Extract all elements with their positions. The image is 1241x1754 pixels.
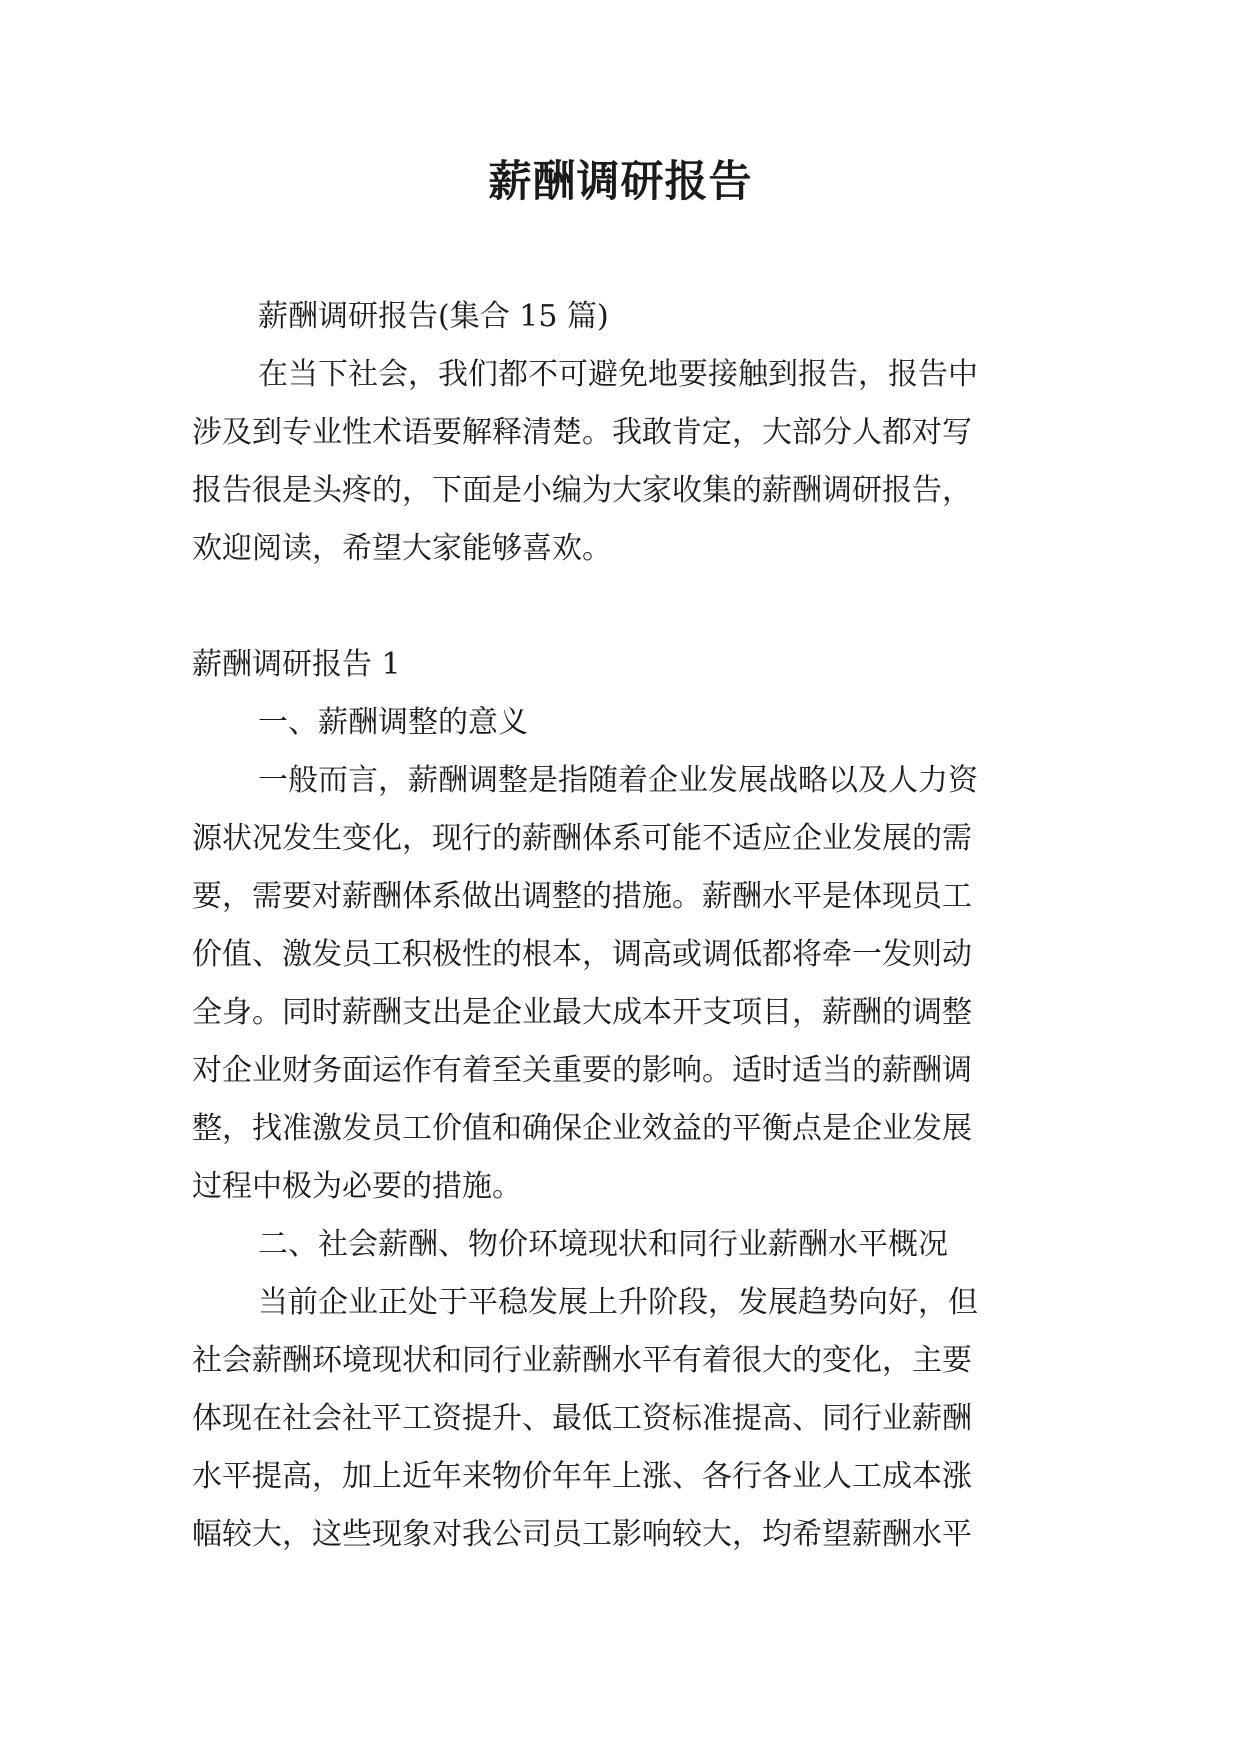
heading-2: 二、社会薪酬、物价环境现状和同行业薪酬水平概况 — [258, 1227, 948, 1262]
heading-1: 一、薪酬调整的意义 — [258, 705, 528, 740]
paragraph-line: 整，找准激发员工价值和确保企业效益的平衡点是企业发展 — [192, 1111, 972, 1146]
document-subtitle: 薪酬调研报告(集合 15 篇) — [258, 299, 609, 334]
paragraph-line: 全身。同时薪酬支出是企业最大成本开支项目，薪酬的调整 — [192, 995, 972, 1030]
section-title: 薪酬调研报告 1 — [192, 647, 401, 682]
paragraph-line: 对企业财务面运作有着至关重要的影响。适时适当的薪酬调 — [192, 1053, 972, 1088]
paragraph-line: 一般而言，薪酬调整是指随着企业发展战略以及人力资 — [258, 763, 978, 798]
paragraph-line: 社会薪酬环境现状和同行业薪酬水平有着很大的变化，主要 — [192, 1343, 972, 1378]
paragraph-line: 体现在社会社平工资提升、最低工资标准提高、同行业薪酬 — [192, 1401, 972, 1436]
document-body — [192, 288, 1052, 1564]
paragraph-line: 源状况发生变化，现行的薪酬体系可能不适应企业发展的需 — [192, 821, 972, 856]
paragraph-line: 价值、激发员工积极性的根本，调高或调低都将牵一发则动 — [192, 937, 972, 972]
paragraph-line: 幅较大，这些现象对我公司员工影响较大，均希望薪酬水平 — [192, 1517, 972, 1552]
document-title: 薪酬调研报告 — [488, 157, 753, 207]
intro-line: 欢迎阅读，希望大家能够喜欢。 — [192, 531, 612, 566]
paragraph-line: 水平提高，加上近年来物价年年上涨、各行各业人工成本涨 — [192, 1459, 972, 1494]
intro-line: 在当下社会，我们都不可避免地要接触到报告，报告中 — [258, 357, 978, 392]
intro-line: 涉及到专业性术语要解释清楚。我敢肯定，大部分人都对写 — [192, 415, 972, 450]
paragraph-line: 要，需要对薪酬体系做出调整的措施。薪酬水平是体现员工 — [192, 879, 972, 914]
paragraph-line: 当前企业正处于平稳发展上升阶段，发展趋势向好，但 — [258, 1285, 978, 1320]
paragraph-gap — [192, 578, 1052, 636]
intro-line: 报告很是头疼的，下面是小编为大家收集的薪酬调研报告， — [192, 473, 972, 508]
paragraph-line: 过程中极为必要的措施。 — [192, 1169, 522, 1204]
